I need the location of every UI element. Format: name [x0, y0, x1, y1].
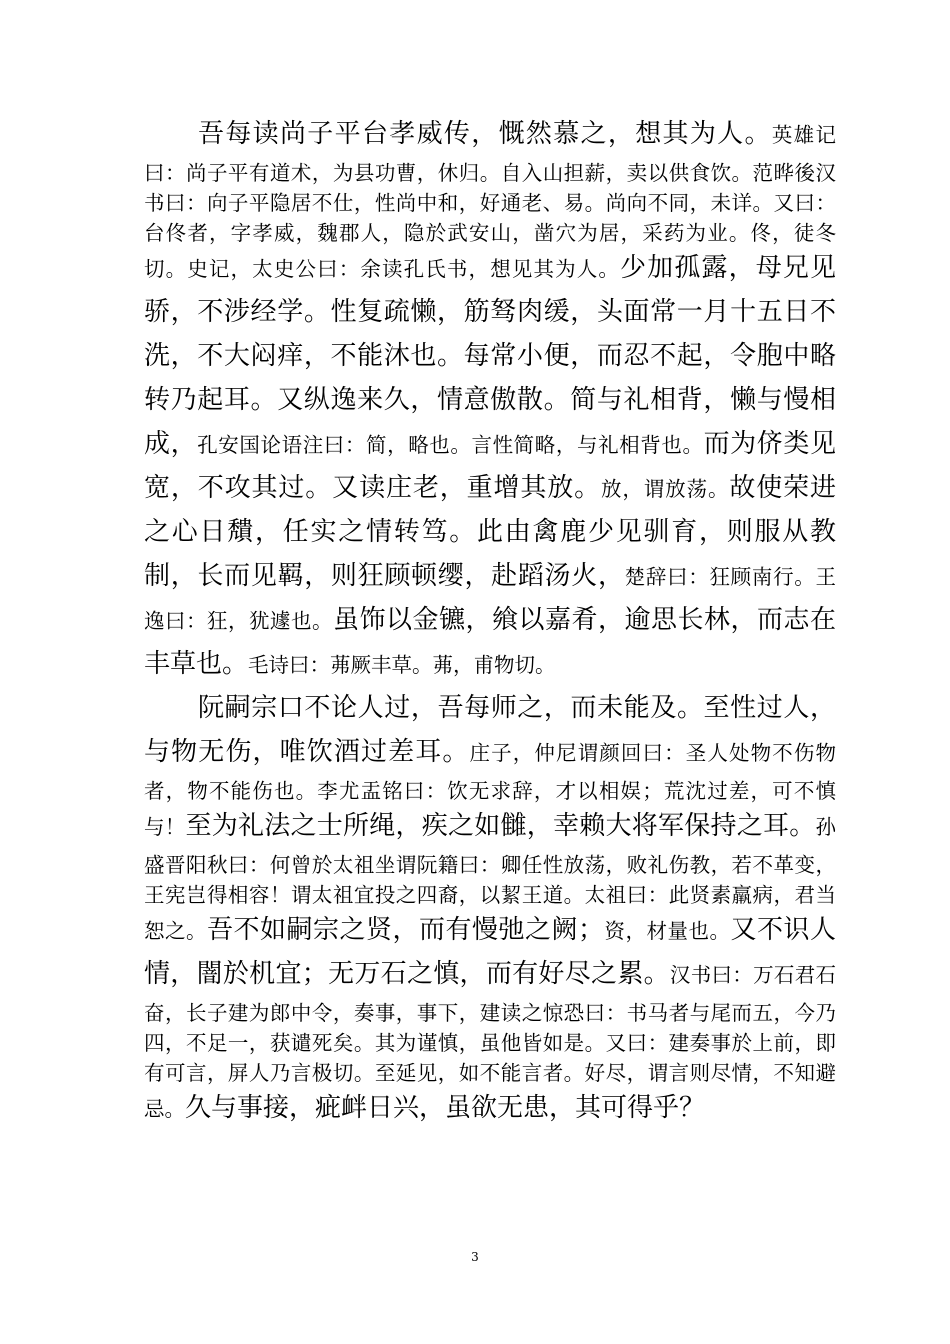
paragraph	[144, 686, 836, 1130]
annotation-text: 汉书曰：万石君石奋，长子建为郎中令，奏事，事下，建读之惊恐曰：书马者与尾而五，今乃四，不足一，获谴死矣。其为谨慎，虽他皆如是。又曰：建奏事於上前，即有可言，屏人乃言极切。至延见，如不能言者。好尽，谓言则尽情，不知避忌。	[144, 963, 836, 1121]
main-text: 久与事接，疵衅日兴，虽欲无患，其可得乎？	[185, 1093, 706, 1123]
paragraph-body	[144, 112, 836, 686]
annotation-text: 英雄记曰：尚子平有道术，为县功曹，休归。自入山担薪，卖以供食饮。范晔後汉书曰：向子平隐居不仕，性尚中和，好通老、易。尚向不同，未详。又曰：台佟者，字孝威，魏郡人，隐於武安山，凿穴为居，采药为业。佟，徒冬切。史记，太史公曰：余读孔氏书，想见其为人。	[144, 123, 836, 281]
main-text: 虽饰以金镳，飨以嘉肴，逾思长林，而志在丰草也。	[144, 605, 836, 679]
annotation-text: 毛诗曰：茀厥丰草。茀，甫物切。	[248, 653, 556, 677]
annotation-text: 楚辞曰：狂顾南行。王逸曰：狂，犹遽也。	[144, 565, 836, 633]
main-text: 故使荣进之心日穨，任实之情转笃。此由禽鹿少见驯育，则服从教制，长而见羁，则狂顾顿缨，赴蹈汤火，	[144, 473, 836, 591]
annotation-text: 放，谓放荡。	[601, 477, 730, 501]
main-text: 阮嗣宗口不论人过，吾每师之，而未能及。至性过人，与物无伤，唯饮酒过差耳。	[144, 693, 836, 767]
document-page	[144, 112, 836, 1130]
paragraph-body	[144, 686, 836, 1130]
annotation-text: 资，材量也。	[603, 919, 731, 943]
annotation-text: 孔安国论语注曰：简，略也。言性简略，与礼相背也。	[197, 433, 704, 457]
main-text: 吾不如嗣宗之贤，而有慢弛之阙；	[207, 915, 604, 945]
main-text: 而为侪类见宽，不攻其过。又读庄老，重增其放。	[144, 429, 836, 503]
main-text: 吾每读尚子平台孝威传，慨然慕之，想其为人。	[198, 119, 772, 149]
page-number: 3	[471, 1250, 479, 1264]
paragraph	[144, 112, 836, 686]
annotation-text: 孙盛晋阳秋曰：何曾於太祖坐谓阮籍曰：卿任性放荡，败礼伤教，若不革变，王宪岂得相容！谓太祖宜投之四裔，以絜王道。太祖曰：此贤素羸病，君当恕之。	[144, 815, 836, 943]
main-text: 又不识人情，闇於机宜；无万石之慎，而有好尽之累。	[144, 915, 836, 989]
main-text: 少加孤露，母兄见骄，不涉经学。性复疏懒，筋驽肉缓，头面常一月十五日不洗，不大闷痒，不能沐也。每常小便，而忍不起，令胞中略转乃起耳。又纵逸来久，情意傲散。简与礼相背，懒与慢相成，	[144, 253, 836, 459]
annotation-text: 庄子，仲尼谓颜回曰：圣人处物不伤物者，物不能伤也。李尤盂铭曰：饮无求辞，才以相娱；荒沈过差，可不慎与！	[144, 741, 836, 839]
main-text: 至为礼法之士所绳，疾之如雠，幸赖大将军保持之耳。	[185, 811, 816, 841]
